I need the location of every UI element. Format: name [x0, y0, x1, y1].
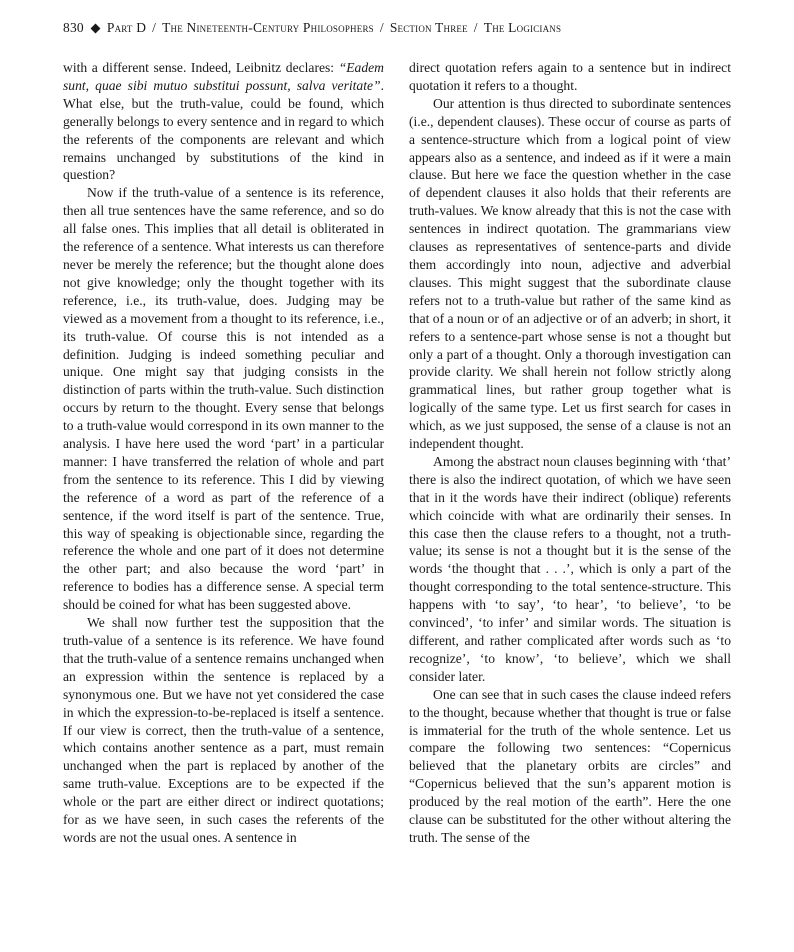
page-number: 830 [63, 20, 84, 35]
paragraph: Our attention is thus directed to subordinate sentences (i.e., dependent clauses). These occur of course as parts of a sentence-structure which from a logical point of view appears also as a sentence, and indeed as if it were a main clause. But here we face the question whether in the case of dependent clauses it also holds that their referents are truth-values. We know already that this is not the case with sentences in indirect quotation. The grammarians view clauses as representatives of sentence-parts and divide them accordingly into noun, adjective and adverbial clauses. This might suggest that the subordinate clause refers not to a truth-value but rather of the same kind as that of a noun or of an adjective or of an adverb; in short, it refers to a sentence-part whose sense is not a thought but only a part of a thought. Only a thorough investigation can provide clarity. We shall herein not follow strictly along grammatical lines, but rather group together what is logically of the same type. Let us first search for cases in which, as we just supposed, the sense of a clause is not an independent thought. [409, 95, 731, 452]
right-column [409, 59, 731, 847]
paragraph-text: with a different sense. Indeed, Leibnitz declares: [63, 60, 339, 75]
paragraph-text: . What else, but the truth-value, could be found, which generally belongs to every sentence and in regard to which the referents of the components are relevant and which remains unchanged by substitutions of the kind in question? [63, 77, 384, 183]
header-separator: / [473, 20, 478, 35]
paragraph: direct quotation refers again to a sentence but in indirect quotation it refers to a thought. [409, 60, 731, 93]
paragraph: One can see that in such cases the clause indeed refers to the thought, because whether that thought is true or false is immaterial for the truth of the whole sentence. Let us compare the following two sentences: “Copernicus believed that the planetary orbits are circles” and “Copernicus believed that the sun’s apparent motion is produced by the real motion of the earth”. Here the one clause can be substituted for the other without altering the truth. The sense of the [409, 686, 732, 845]
running-header [63, 20, 743, 42]
paragraph: Among the abstract noun clauses beginning with ‘that’ there is also the indirect quotation, of which we have seen that in it the words have their indirect (oblique) referents which coincide with what are ordinarily their senses. In this case then the clause refers to a thought, not a truth-value; its sense is not a thought but it is the sense of the words ‘the thought that . . .’, which is only a part of the thought corresponding to the total sentence-structure. This happens with ‘to say’, ‘to hear’, ‘to believe’, ‘to be convinced’, ‘to infer’ and similar words. The situation is different, and rather complicated after words such as ‘to recognize’, ‘to know’, ‘to believe’, which we shall consider later. [409, 453, 731, 684]
header-section: Section Three [389, 20, 468, 35]
diamond-ornament-icon [90, 23, 100, 33]
paragraph: We shall now further test the supposition that the truth-value of a sentence is its reference. We have found that the truth-value of a sentence remains unchanged when an expression within the sentence is replaced by a synonymous one. But we have not yet considered the case in which the expression-to-be-replaced is itself a sentence. If our view is correct, then the truth-value of a sentence, which contains another sentence as a part, must remain unchanged when the part is replaced by another of the same truth-value. Exceptions are to be expected if the whole or the part are either direct or indirect quotations; for as we have seen, in such cases the referents of the words are not the usual ones. A sentence in [63, 615, 384, 845]
paragraph: Now if the truth-value of a sentence is its reference, then all true sentences have the same reference, and so do all false ones. This implies that all detail is obliterated in the reference of a sentence. What interests us can therefore never be merely the reference; but the thought alone does not give knowledge; only the thought together with its reference, i.e., its truth-value, does. Judging may be viewed as a movement from a thought to its reference, i.e., its truth-value. Of course this is not intended as a definition. Judging is indeed something peculiar and unique. One might say that judging consists in the distinction of parts within the truth-value. Such distinction occurs by return to the thought. Every sense that belongs to a truth-value would correspond in its own manner to the analysis. I have here used the word ‘part’ in a particular manner: I have transferred the relation of whole and part from the sentence to its reference. This I did by viewing the reference of a word as part of the reference of a sentence, if the word itself is part of the sentence. True, this way of speaking is objectionable since, regarding the reference the whole and one part of it does not determine the other part; and also because the word ‘part’ in reference to bodies has a difference sense. A special term should be coined for what has been suggested above. [63, 185, 384, 613]
header-part: Part D [106, 20, 147, 35]
latin-quotation: “Eadem sunt, quae sibi mutuo substitui possunt, salva veritate” [63, 60, 384, 93]
header-section-title: The Nineteenth-Century Philosophers [162, 20, 374, 35]
header-subsection: The Logicians [483, 20, 562, 35]
header-separator: / [379, 20, 384, 35]
left-column [63, 59, 384, 847]
header-separator: / [152, 20, 157, 35]
paragraph [63, 59, 384, 184]
